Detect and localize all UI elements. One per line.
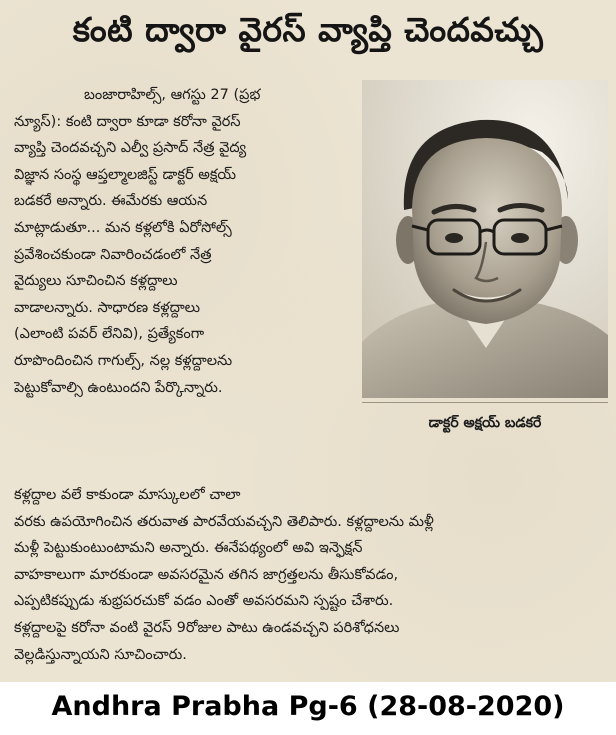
article-line: రూపొందించిన గాగుల్స్, నల్ల కళ్లద్దాలను — [14, 352, 233, 369]
article-line: పెట్టుకోవాల్సి ఉంటుందని పేర్కొన్నారు. — [14, 379, 223, 396]
article-line: బడకరే అన్నారు. ఈమేరకు ఆయన — [14, 193, 208, 210]
source-footer: Andhra Prabha Pg-6 (28-08-2020) — [0, 682, 616, 735]
photo-caption-box — [362, 402, 608, 451]
article-line: వాహకాలుగా మారకుండా అవసరమైన తగిన జాగ్రత్తలను తీసుకోవడం, — [14, 566, 399, 583]
article-line: ఎప్పటికప్పుడు శుభ్రపరచుకో వడం ఎంతో అవసరమని స్పష్టం చేశారు. — [14, 593, 394, 610]
article-line: ప్రవేశించకుండా నివారించడంలో నేత్ర — [14, 246, 212, 263]
article-line: వ్యాప్తి చెందవచ్చని ఎల్వీ ప్రసాద్ నేత్ర వైద్య — [14, 140, 247, 157]
article-line: వైద్యులు సూచించిన కళ్లద్దాలు — [14, 273, 178, 290]
article-line: (ఎలాంటి పవర్ లేనివి), ప్రత్యేకంగా — [14, 326, 205, 343]
article-line: మళ్లీ పెట్టుకుంటుంటామని అన్నారు. ఈనేపథ్యంలో అవి ఇన్ఫెక్షన్ — [14, 540, 363, 557]
article-line: కళ్లద్దాల వలే కాకుండా మాస్కులలో చాలా — [14, 487, 241, 503]
article-line: న్యూస్): కంటి ద్వారా కూడా కరోనా వైరస్ — [14, 113, 241, 130]
article-line: మాట్లాడుతూ... మన కళ్లలోకి ఏరోసోల్స్ — [14, 219, 232, 236]
doctor-photo — [362, 80, 608, 398]
article-line: కళ్లద్దాలపై కరోనా వంటి వైరస్ 9రోజుల పాటు ఉండవచ్చని పరిశోధనలు — [14, 619, 400, 636]
portrait-image — [362, 80, 608, 398]
article-headline: కంటి ద్వారా వైరస్ వ్యాప్తి చెందవచ్చు — [72, 10, 544, 49]
article-line: వాడాలన్నారు. సాధారణ కళ్లద్దాలు — [14, 299, 200, 316]
article-column — [14, 82, 354, 401]
photo-caption: డాక్టర్ అక్షయ్ బడకరే — [428, 415, 542, 431]
article-line: విజ్ఞాన సంస్థ ఆప్తల్మాలజిస్ట్ డాక్టర్ అక్షయ్ — [14, 166, 237, 183]
article-continuation — [14, 482, 610, 668]
article-dateline: బంజారాహిల్స్, ఆగస్టు 27 (ప్రభ — [84, 87, 261, 103]
article-line: వెల్లడిస్తున్నాయని సూచించారు. — [14, 646, 187, 663]
article-line: వరకు ఉపయోగించిన తరువాత పారవేయవచ్చని తెలిపారు. కళ్లద్దాలను మళ్లీ — [14, 513, 434, 530]
